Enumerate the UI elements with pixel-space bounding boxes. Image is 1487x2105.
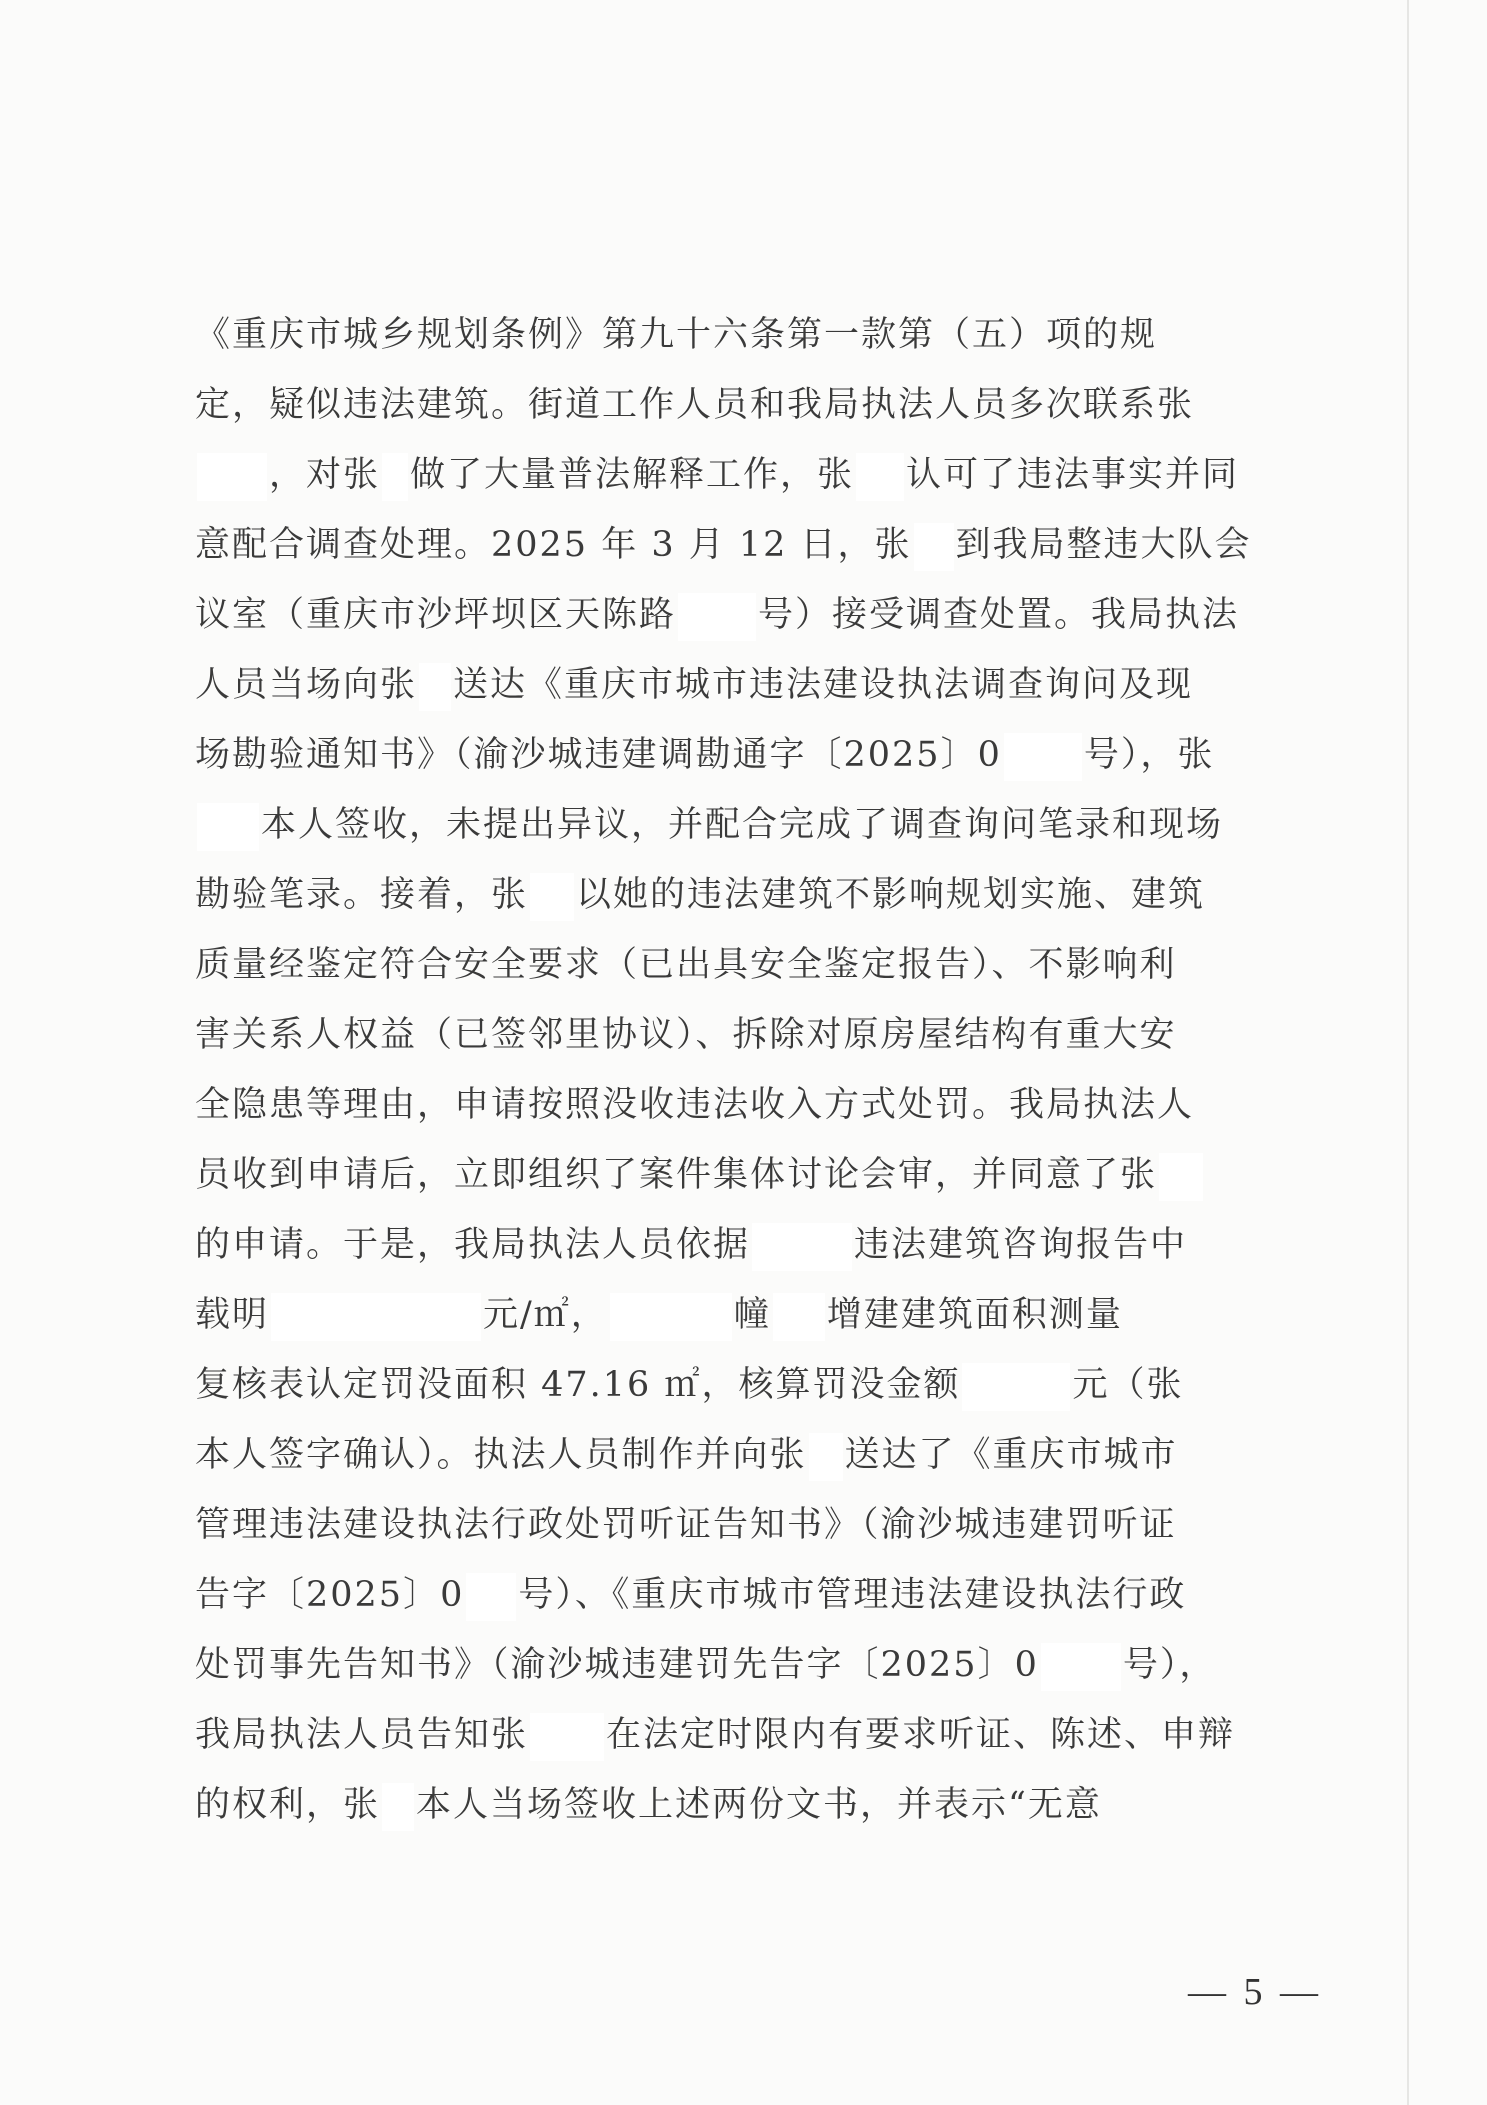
redaction-block — [530, 873, 574, 921]
redaction-block — [466, 1573, 516, 1621]
redaction-block — [809, 1433, 843, 1481]
text-line — [195, 300, 1305, 370]
text-segment: 号）接受调查处置。我局执法 — [758, 595, 1240, 635]
redaction-block — [382, 453, 408, 501]
text-segment: 管理违法建设执法行政处罚听证告知书》（渝沙城违建罚听证 — [195, 1505, 1177, 1545]
text-segment: 复核表认定罚没面积 47.16 ㎡，核算罚没金额 — [195, 1365, 961, 1405]
text-line — [195, 1770, 1305, 1840]
text-line — [195, 1280, 1305, 1350]
text-segment: 本人签收，未提出异议，并配合完成了调查询问笔录和现场 — [261, 805, 1224, 845]
text-segment: 增建建筑面积测量 — [826, 1295, 1123, 1335]
redaction-block — [610, 1293, 732, 1341]
text-line — [195, 1630, 1305, 1700]
text-segment: 载明 — [195, 1295, 270, 1335]
redaction-block — [962, 1363, 1070, 1411]
text-line — [195, 930, 1305, 1000]
redaction-block — [752, 1223, 852, 1271]
text-line — [195, 370, 1305, 440]
redaction-block — [1041, 1643, 1121, 1691]
text-line — [195, 1490, 1305, 1560]
text-segment: 告字〔2025〕0 — [195, 1575, 465, 1615]
text-segment: 送达了《重庆市城市 — [844, 1435, 1178, 1475]
text-segment: 送达《重庆市城市违法建设执法调查询问及现 — [453, 665, 1194, 705]
text-segment: 员收到申请后，立即组织了案件集体讨论会审，并同意了张 — [195, 1155, 1158, 1195]
text-segment: 本人签字确认）。执法人员制作并向张 — [195, 1435, 807, 1475]
text-segment: 幢 — [733, 1295, 771, 1335]
text-line — [195, 1350, 1305, 1420]
text-segment: ，对张 — [269, 455, 381, 495]
text-segment: 元（张 — [1072, 1365, 1184, 1405]
document-body — [195, 300, 1305, 1840]
text-segment: 全隐患等理由，申请按照没收违法收入方式处罚。我局执法人 — [195, 1085, 1195, 1125]
redaction-block — [382, 1783, 414, 1831]
redaction-block — [530, 1713, 604, 1761]
text-line — [195, 1000, 1305, 1070]
redaction-block — [197, 453, 267, 501]
text-segment: 处罚事先告知书》（渝沙城违建罚先告字〔2025〕0 — [195, 1645, 1039, 1685]
text-line — [195, 510, 1305, 580]
text-segment: 害关系人权益（已签邻里协议）、拆除对原房屋结构有重大安 — [195, 1015, 1177, 1055]
redaction-block — [271, 1293, 481, 1341]
text-segment: 我局执法人员告知张 — [195, 1715, 529, 1755]
text-segment: 质量经鉴定符合安全要求（已出具安全鉴定报告）、不影响利 — [195, 945, 1177, 985]
text-segment: 勘验笔录。接着，张 — [195, 875, 529, 915]
text-line — [195, 440, 1305, 510]
text-segment: 的申请。于是，我局执法人员依据 — [195, 1225, 751, 1265]
text-segment: 意配合调查处理。2025 年 3 月 12 日，张 — [195, 525, 912, 565]
redaction-block — [1159, 1153, 1203, 1201]
text-segment: 认可了违法事实并同 — [906, 455, 1240, 495]
text-segment: 议室（重庆市沙坪坝区天陈路 — [195, 595, 677, 635]
text-segment: 号），张 — [1083, 735, 1215, 775]
text-segment: 做了大量普法解释工作，张 — [410, 455, 855, 495]
text-segment: 《重庆市城乡规划条例》第九十六条第一款第（五）项的规 — [195, 315, 1158, 355]
text-segment: 的权利，张 — [195, 1785, 381, 1825]
text-line — [195, 790, 1305, 860]
text-line — [195, 1210, 1305, 1280]
text-line — [195, 1560, 1305, 1630]
text-segment: 号）、《重庆市城市管理违法建设执法行政 — [518, 1575, 1187, 1615]
text-segment: 定，疑似违法建筑。街道工作人员和我局执法人员多次联系张 — [195, 385, 1195, 425]
redaction-block — [197, 803, 259, 851]
text-segment: 到我局整违大队会 — [955, 525, 1252, 565]
text-segment: 场勘验通知书》（渝沙城违建调勘通字〔2025〕0 — [195, 735, 1002, 775]
text-line — [195, 1070, 1305, 1140]
redaction-block — [419, 663, 451, 711]
page-number: — 5 — — [1188, 1971, 1322, 2013]
text-segment: 人员当场向张 — [195, 665, 418, 705]
text-segment: 违法建筑咨询报告中 — [854, 1225, 1188, 1265]
redaction-block — [1004, 733, 1082, 781]
text-line — [195, 1700, 1305, 1770]
text-line — [195, 650, 1305, 720]
redaction-block — [773, 1293, 825, 1341]
text-line — [195, 580, 1305, 650]
redaction-block — [678, 593, 756, 641]
redaction-block — [856, 453, 904, 501]
text-segment: 以她的违法建筑不影响规划实施、建筑 — [576, 875, 1206, 915]
text-segment: 号）， — [1122, 1645, 1217, 1685]
text-segment: 元/㎡， — [483, 1295, 608, 1335]
text-line — [195, 860, 1305, 930]
text-line — [195, 1140, 1305, 1210]
text-line — [195, 720, 1305, 790]
redaction-block — [914, 523, 954, 571]
scan-edge-shadow — [1407, 0, 1409, 2105]
text-segment: 本人当场签收上述两份文书，并表示“无意 — [416, 1785, 1102, 1825]
text-segment: 在法定时限内有要求听证、陈述、申辩 — [606, 1715, 1236, 1755]
text-line — [195, 1420, 1305, 1490]
